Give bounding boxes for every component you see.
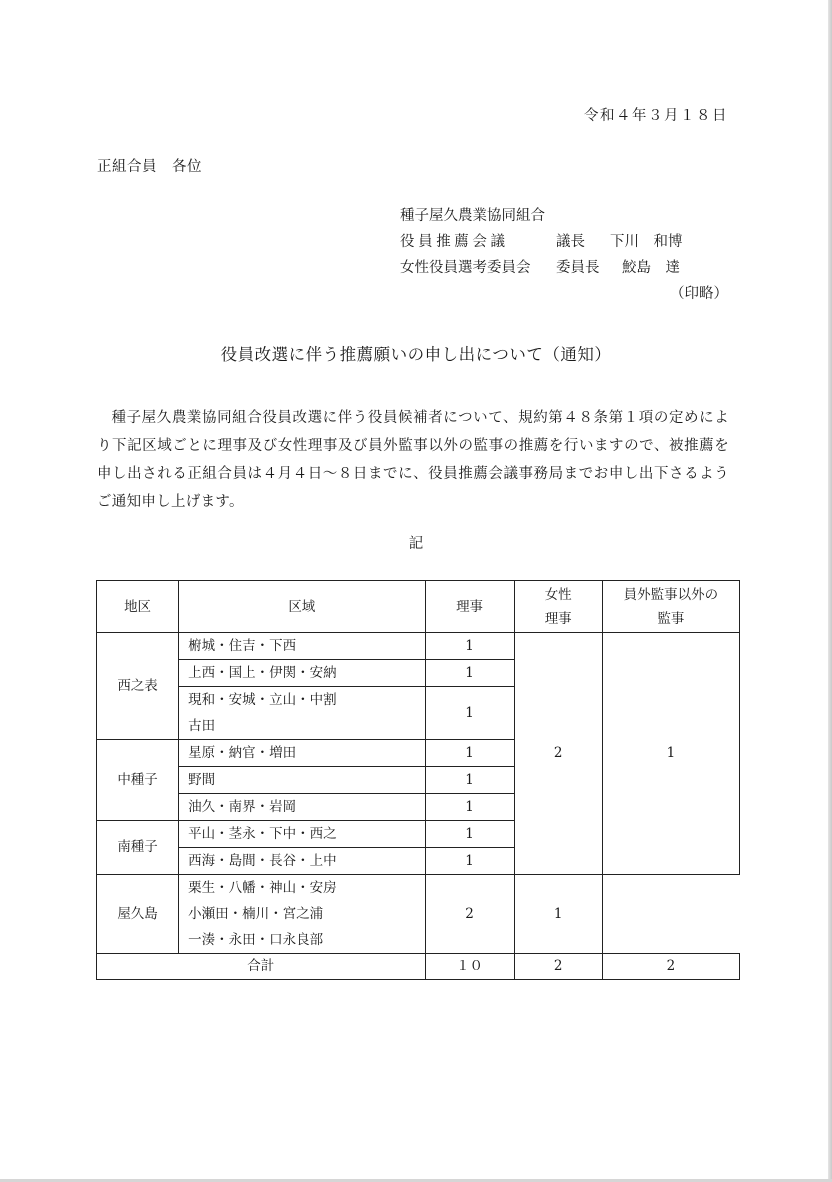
area-cell: 平山・茎永・下中・西之 <box>179 821 425 848</box>
area-cell: 星原・納官・増田 <box>179 740 425 767</box>
header-auditor-line-2: 監事 <box>657 610 685 627</box>
auditor-count: 1 <box>514 875 602 954</box>
sender-row-2 <box>400 255 728 281</box>
total-label: 合計 <box>97 954 426 980</box>
area-cell: 油久・南界・岩岡 <box>179 794 425 821</box>
director-count: 2 <box>425 875 514 954</box>
area-cell: 椨城・住吉・下西 <box>179 633 425 660</box>
area-cell: 上西・国上・伊関・安納 <box>179 660 425 687</box>
director-count: 1 <box>425 794 514 821</box>
sender-title-1: 議長 <box>556 234 585 250</box>
header-auditor <box>602 581 739 633</box>
director-count: 1 <box>425 848 514 875</box>
seal-omitted-note: （印略） <box>670 286 728 302</box>
director-count: 1 <box>425 633 514 660</box>
area-cell: 西海・島間・長谷・上中 <box>179 848 425 875</box>
total-row <box>97 954 740 980</box>
sender-committee-1: 役員推薦会議 <box>400 234 509 250</box>
director-count: 1 <box>425 687 514 740</box>
auditor-count: 1 <box>602 633 739 875</box>
area-cell: 現和・安城・立山・中割 古田 <box>179 687 425 740</box>
header-female-director-line-1: 女性 <box>544 586 572 603</box>
recommendation-table <box>96 580 740 980</box>
district-cell: 中種子 <box>97 740 179 821</box>
page-edge-shadow <box>828 0 832 1182</box>
district-cell: 屋久島 <box>97 875 179 954</box>
total-auditor: 2 <box>602 954 739 980</box>
sender-name-1: 下川 和博 <box>610 234 683 250</box>
sender-title-2: 委員長 <box>556 260 600 276</box>
total-female-director: 2 <box>514 954 602 980</box>
total-director: １０ <box>425 954 514 980</box>
area-cell: 栗生・八幡・神山・安房 小瀬田・楠川・宮之浦 一湊・永田・口永良部 <box>179 875 425 954</box>
female-director-count: 2 <box>514 633 602 875</box>
director-count: 1 <box>425 740 514 767</box>
table-row <box>97 633 740 660</box>
ki-heading: 記 <box>408 536 424 552</box>
header-area: 区域 <box>179 581 425 633</box>
table-header-row <box>97 581 740 633</box>
document-date: 令和４年３月１８日 <box>584 108 728 124</box>
sender-name-2: 鮫島 達 <box>622 260 680 276</box>
header-female-director <box>514 581 602 633</box>
director-count: 1 <box>425 821 514 848</box>
header-district: 地区 <box>97 581 179 633</box>
document-title: 役員改選に伴う推薦願いの申し出について（通知） <box>220 345 612 364</box>
sender-block <box>400 203 728 307</box>
header-director: 理事 <box>425 581 514 633</box>
recipient-line: 正組合員 各位 <box>97 159 202 175</box>
sender-org: 種子屋久農業協同組合 <box>400 208 545 224</box>
director-count: 1 <box>425 660 514 687</box>
district-cell: 南種子 <box>97 821 179 875</box>
sender-row-1 <box>400 229 728 255</box>
body-paragraph: 種子屋久農業協同組合役員改選に伴う役員候補者について、規約第４８条第１項の定めにより下記区域ごとに理事及び女性理事及び員外監事以外の監事の推薦を行いますので、被推薦を申し出される正組合員は４月４日～８日までに、役員推薦会議事務局までお申し出下さるようご通知申し上げます。 <box>97 410 729 510</box>
area-cell: 野間 <box>179 767 425 794</box>
header-female-director-line-2: 理事 <box>544 610 572 627</box>
sender-committee-2: 女性役員選考委員会 <box>400 260 531 276</box>
table-row <box>97 875 740 954</box>
header-auditor-line-1: 員外監事以外の <box>623 586 719 603</box>
sender-org-row <box>400 203 728 229</box>
district-cell: 西之表 <box>97 633 179 740</box>
director-count: 1 <box>425 767 514 794</box>
